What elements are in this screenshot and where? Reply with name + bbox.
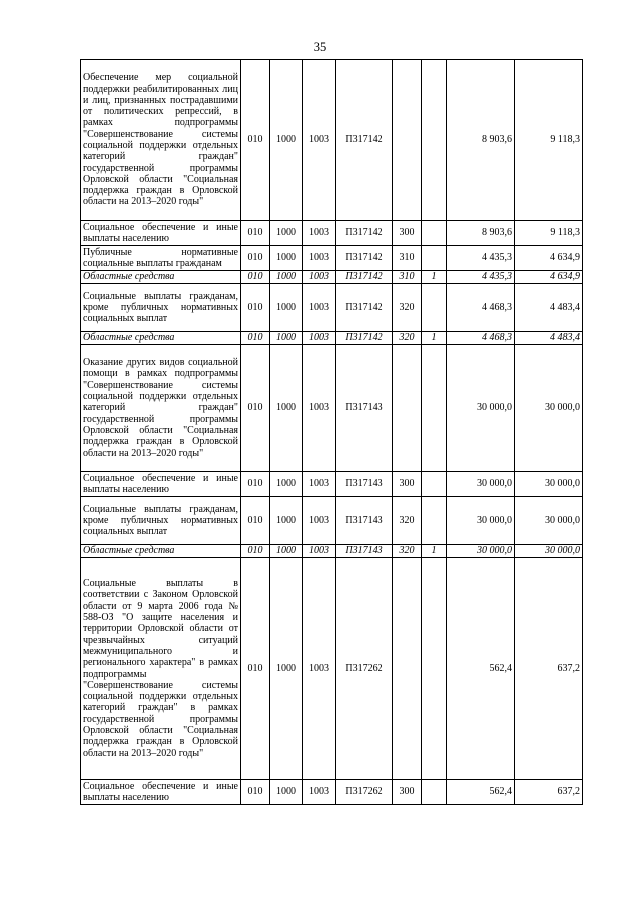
ministry-code: 010	[241, 246, 270, 271]
target-article-code: П317142	[336, 60, 393, 221]
row-name: Социальные выплаты гражданам, кроме публичных нормативных социальных выплат	[81, 497, 241, 545]
expense-type-code: 300	[393, 221, 422, 246]
table-row	[81, 271, 583, 284]
expense-type-code: 300	[393, 472, 422, 497]
ministry-code: 010	[241, 60, 270, 221]
ministry-code: 010	[241, 497, 270, 545]
target-article-code: П317143	[336, 345, 393, 472]
section-code: 1000	[270, 545, 303, 558]
subsection-code: 1003	[303, 271, 336, 284]
amount-year-1: 4 468,3	[447, 284, 515, 332]
subsection-code: 1003	[303, 332, 336, 345]
section-code: 1000	[270, 284, 303, 332]
amount-year-1: 30 000,0	[447, 472, 515, 497]
expense-type-code: 320	[393, 497, 422, 545]
expense-type-code: 300	[393, 780, 422, 805]
target-article-code: П317143	[336, 497, 393, 545]
amount-year-2: 4 483,4	[515, 284, 583, 332]
section-code: 1000	[270, 221, 303, 246]
section-code: 1000	[270, 271, 303, 284]
table-body	[81, 60, 583, 805]
funding-source-code	[422, 780, 447, 805]
amount-year-1: 4 468,3	[447, 332, 515, 345]
row-name: Социальные выплаты гражданам, кроме публичных нормативных социальных выплат	[81, 284, 241, 332]
budget-table	[80, 59, 583, 805]
section-code: 1000	[270, 497, 303, 545]
ministry-code: 010	[241, 545, 270, 558]
table-row	[81, 472, 583, 497]
funding-source-code: 1	[422, 332, 447, 345]
amount-year-1: 8 903,6	[447, 221, 515, 246]
section-code: 1000	[270, 780, 303, 805]
table-row	[81, 221, 583, 246]
target-article-code: П317142	[336, 221, 393, 246]
table-row	[81, 545, 583, 558]
amount-year-2: 30 000,0	[515, 545, 583, 558]
table-row	[81, 345, 583, 472]
target-article-code: П317143	[336, 472, 393, 497]
table-row	[81, 780, 583, 805]
target-article-code: П317142	[336, 332, 393, 345]
expense-type-code: 320	[393, 284, 422, 332]
amount-year-2: 30 000,0	[515, 345, 583, 472]
amount-year-1: 30 000,0	[447, 545, 515, 558]
funding-source-code	[422, 246, 447, 271]
expense-type-code	[393, 558, 422, 780]
funding-source-code	[422, 221, 447, 246]
funding-source-code	[422, 284, 447, 332]
amount-year-1: 4 435,3	[447, 246, 515, 271]
amount-year-2: 4 634,9	[515, 246, 583, 271]
amount-year-1: 562,4	[447, 558, 515, 780]
amount-year-1: 4 435,3	[447, 271, 515, 284]
section-code: 1000	[270, 345, 303, 472]
table-row	[81, 332, 583, 345]
table-row	[81, 497, 583, 545]
ministry-code: 010	[241, 780, 270, 805]
ministry-code: 010	[241, 271, 270, 284]
ministry-code: 010	[241, 221, 270, 246]
amount-year-2: 9 118,3	[515, 221, 583, 246]
subsection-code: 1003	[303, 246, 336, 271]
amount-year-2: 30 000,0	[515, 472, 583, 497]
amount-year-2: 30 000,0	[515, 497, 583, 545]
amount-year-2: 4 483,4	[515, 332, 583, 345]
amount-year-1: 30 000,0	[447, 345, 515, 472]
expense-type-code	[393, 60, 422, 221]
section-code: 1000	[270, 472, 303, 497]
ministry-code: 010	[241, 284, 270, 332]
page-number: 35	[313, 40, 327, 54]
expense-type-code: 310	[393, 271, 422, 284]
amount-year-1: 8 903,6	[447, 60, 515, 221]
amount-year-2: 637,2	[515, 558, 583, 780]
subsection-code: 1003	[303, 497, 336, 545]
section-code: 1000	[270, 332, 303, 345]
funding-source-code	[422, 345, 447, 472]
target-article-code: П317142	[336, 284, 393, 332]
table-row	[81, 60, 583, 221]
target-article-code: П317142	[336, 271, 393, 284]
funding-source-code: 1	[422, 271, 447, 284]
expense-type-code: 310	[393, 246, 422, 271]
row-name: Социальные выплаты в соответствии с Законом Орловской области от 9 марта 2006 года № 588-ОЗ "О защите населения и территории Орловской области от чрезвычайных ситуаций межмуниципального и регионального характера" в рамках подпрограммы "Совершенствование системы социальной поддержки отдельных категорий граждан" в рамках государственной программы Орловской области "Социальная поддержка граждан в Орловской области на 2013–2020 годы"	[81, 558, 241, 780]
subsection-code: 1003	[303, 284, 336, 332]
ministry-code: 010	[241, 472, 270, 497]
section-code: 1000	[270, 558, 303, 780]
amount-year-2: 637,2	[515, 780, 583, 805]
row-name: Оказание других видов социальной помощи в рамках подпрограммы "Совершенствование системы социальной поддержки отдельных категорий граждан" государственной программы Орловской области "Социальная поддержка граждан в Орловской области на 2013–2020 годы"	[81, 345, 241, 472]
row-name: Публичные нормативные социальные выплаты гражданам	[81, 246, 241, 271]
row-name: Областные средства	[81, 545, 241, 558]
subsection-code: 1003	[303, 60, 336, 221]
table-row	[81, 558, 583, 780]
funding-source-code: 1	[422, 545, 447, 558]
row-name: Социальное обеспечение и иные выплаты населению	[81, 472, 241, 497]
funding-source-code	[422, 472, 447, 497]
row-name: Социальное обеспечение и иные выплаты населению	[81, 780, 241, 805]
expense-type-code: 320	[393, 545, 422, 558]
row-name: Областные средства	[81, 332, 241, 345]
ministry-code: 010	[241, 558, 270, 780]
amount-year-1: 30 000,0	[447, 497, 515, 545]
row-name: Обеспечение мер социальной поддержки реабилитированных лиц и лиц, признанных пострадавшими от политических репрессий, в рамках подпрограммы "Совершенствование системы социальной поддержки отдельных категорий граждан" государственной программы Орловской области "Социальная поддержка граждан в Орловской области на 2013–2020 годы"	[81, 60, 241, 221]
amount-year-2: 4 634,9	[515, 271, 583, 284]
expense-type-code: 320	[393, 332, 422, 345]
expense-type-code	[393, 345, 422, 472]
table-row	[81, 246, 583, 271]
funding-source-code	[422, 60, 447, 221]
row-name: Социальное обеспечение и иные выплаты населению	[81, 221, 241, 246]
subsection-code: 1003	[303, 545, 336, 558]
amount-year-1: 562,4	[447, 780, 515, 805]
subsection-code: 1003	[303, 345, 336, 472]
table-row	[81, 284, 583, 332]
funding-source-code	[422, 558, 447, 780]
subsection-code: 1003	[303, 780, 336, 805]
ministry-code: 010	[241, 332, 270, 345]
target-article-code: П317143	[336, 545, 393, 558]
section-code: 1000	[270, 246, 303, 271]
target-article-code: П317262	[336, 558, 393, 780]
subsection-code: 1003	[303, 472, 336, 497]
target-article-code: П317262	[336, 780, 393, 805]
section-code: 1000	[270, 60, 303, 221]
target-article-code: П317142	[336, 246, 393, 271]
funding-source-code	[422, 497, 447, 545]
subsection-code: 1003	[303, 221, 336, 246]
ministry-code: 010	[241, 345, 270, 472]
subsection-code: 1003	[303, 558, 336, 780]
row-name: Областные средства	[81, 271, 241, 284]
amount-year-2: 9 118,3	[515, 60, 583, 221]
